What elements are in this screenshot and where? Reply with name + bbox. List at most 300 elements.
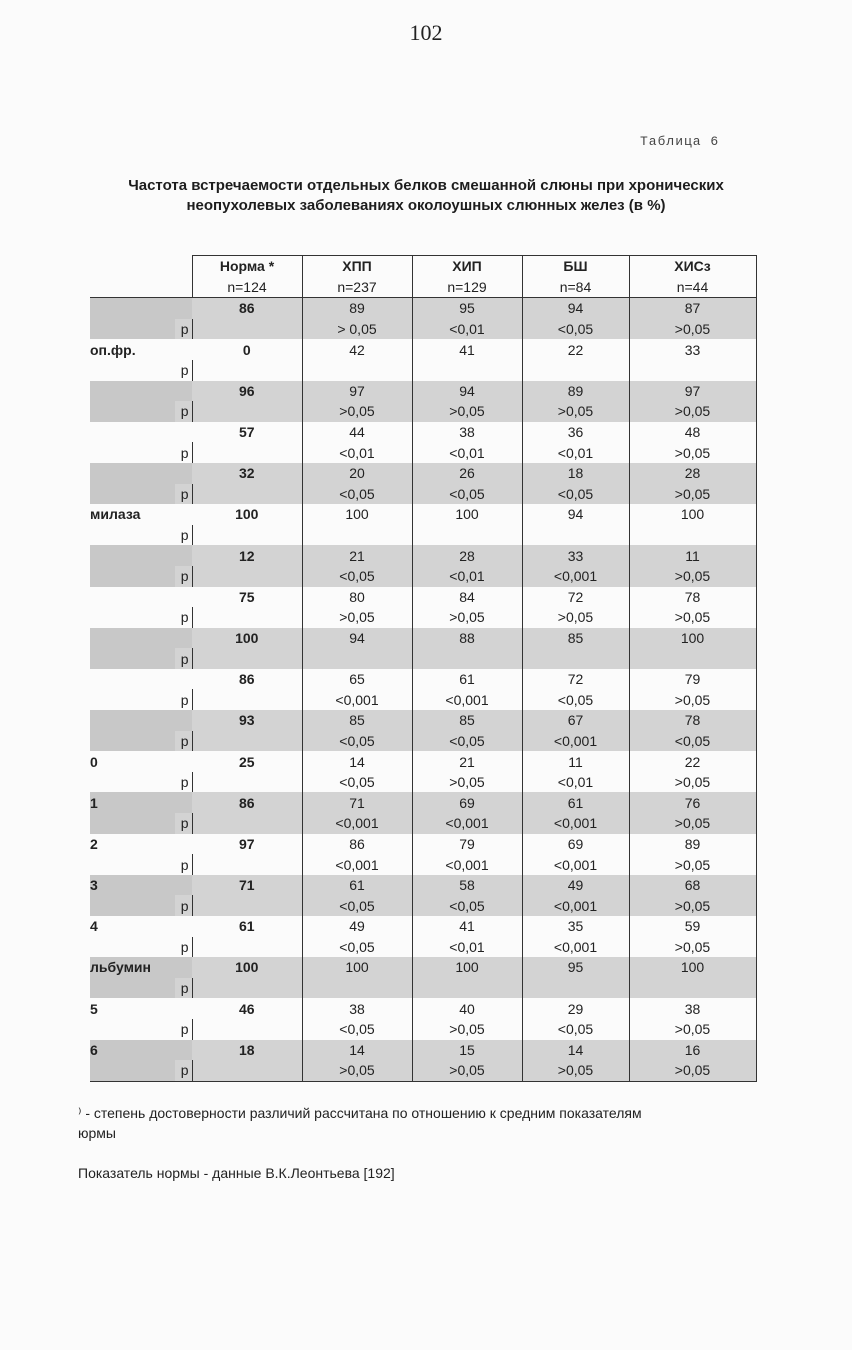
p-value-cell [522, 978, 629, 999]
p-value-cell [192, 895, 302, 916]
p-value-cell: <0,001 [522, 937, 629, 958]
p-value-cell: <0,05 [412, 895, 522, 916]
row-label-blank [90, 401, 175, 422]
footnote-norm-source: Показатель нормы - данные В.К.Леонтьева [192] [78, 1165, 395, 1181]
row-label-blank [90, 566, 175, 587]
row-label: 4 [90, 918, 98, 935]
value-cell: 86 [192, 669, 302, 690]
value-cell: 18 [522, 463, 629, 484]
p-value-cell: <0,05 [522, 484, 629, 505]
p-value-cell [192, 813, 302, 834]
table-row [90, 875, 756, 896]
value-cell: 68 [629, 875, 756, 896]
footnote-significance [78, 1103, 642, 1143]
p-value-cell: >0,05 [629, 854, 756, 875]
value-cell: 35 [522, 916, 629, 937]
value-cell: 96 [192, 381, 302, 402]
row-label: 2 [90, 835, 98, 852]
row-label-blank [90, 689, 175, 710]
table-row [90, 587, 756, 608]
p-label: p [175, 895, 192, 916]
value-cell: 95 [522, 957, 629, 978]
p-value-cell: > 0,05 [302, 319, 412, 340]
value-cell: 95 [412, 298, 522, 319]
row-label-blank [90, 607, 175, 628]
p-value-cell: <0,001 [522, 895, 629, 916]
p-value-cell [412, 525, 522, 546]
p-value-cell: >0,05 [302, 401, 412, 422]
table-row [90, 998, 756, 1019]
p-value-cell: <0,01 [412, 937, 522, 958]
value-cell: 61 [302, 875, 412, 896]
row-label: 1 [90, 792, 192, 813]
table-row-p [90, 319, 756, 340]
value-cell: 72 [522, 587, 629, 608]
p-value-cell: >0,05 [302, 607, 412, 628]
row-label [90, 628, 192, 649]
value-cell: 41 [412, 339, 522, 360]
row-label [90, 669, 192, 690]
value-cell: 21 [302, 545, 412, 566]
table-row-p [90, 689, 756, 710]
p-label: p [175, 1019, 192, 1040]
p-value-cell: <0,01 [522, 442, 629, 463]
value-cell: 100 [629, 628, 756, 649]
table-row-p [90, 401, 756, 422]
value-cell: 33 [522, 545, 629, 566]
value-cell: 85 [522, 628, 629, 649]
p-value-cell: <0,05 [302, 484, 412, 505]
table-title [60, 176, 792, 216]
column-header-name: Норма * [192, 256, 302, 277]
p-value-cell [192, 731, 302, 752]
value-cell: 49 [522, 875, 629, 896]
value-cell: 26 [412, 463, 522, 484]
p-value-cell [192, 401, 302, 422]
table-row-p [90, 1060, 756, 1081]
header-row-names [90, 256, 756, 277]
row-label-blank [90, 442, 175, 463]
p-value-cell [192, 319, 302, 340]
value-cell: 40 [412, 998, 522, 1019]
value-cell: 100 [192, 504, 302, 525]
p-label: p [175, 978, 192, 999]
row-label-blank [90, 813, 175, 834]
p-value-cell: <0,001 [522, 566, 629, 587]
value-cell: 28 [412, 545, 522, 566]
value-cell: 65 [302, 669, 412, 690]
p-value-cell: >0,05 [412, 401, 522, 422]
column-header-count: n=124 [192, 277, 302, 298]
row-label [90, 463, 192, 484]
table-row-p [90, 772, 756, 793]
value-cell: 69 [412, 792, 522, 813]
value-cell: 89 [629, 834, 756, 855]
value-cell: 0 [192, 339, 302, 360]
value-cell: 76 [629, 792, 756, 813]
value-cell: 22 [522, 339, 629, 360]
p-value-cell [192, 566, 302, 587]
row-label: льбумин [90, 957, 192, 978]
p-value-cell [192, 978, 302, 999]
value-cell: 86 [192, 792, 302, 813]
value-cell: 16 [629, 1040, 756, 1061]
p-value-cell: >0,05 [629, 1019, 756, 1040]
value-cell: 94 [522, 504, 629, 525]
p-label: p [175, 484, 192, 505]
p-value-cell: <0,05 [302, 772, 412, 793]
row-label-blank [90, 525, 175, 546]
value-cell: 49 [302, 916, 412, 937]
p-value-cell [192, 689, 302, 710]
value-cell: 100 [302, 957, 412, 978]
value-cell: 42 [302, 339, 412, 360]
p-label: p [175, 525, 192, 546]
value-cell: 88 [412, 628, 522, 649]
p-value-cell: >0,05 [412, 1019, 522, 1040]
data-table [90, 255, 757, 1082]
value-cell: 11 [629, 545, 756, 566]
value-cell: 80 [302, 587, 412, 608]
value-cell: 69 [522, 834, 629, 855]
row-label: оп.фр. [90, 341, 136, 358]
value-cell: 41 [412, 916, 522, 937]
p-label: p [175, 360, 192, 381]
value-cell: 97 [302, 381, 412, 402]
p-value-cell: <0,001 [522, 813, 629, 834]
column-header-count: n=44 [629, 277, 756, 298]
p-value-cell: >0,05 [629, 813, 756, 834]
table-row [90, 669, 756, 690]
title-line-1: Частота встречаемости отдельных белков смешанной слюны при хронических [128, 177, 724, 194]
table-row [90, 834, 756, 855]
value-cell: 86 [302, 834, 412, 855]
value-cell: 100 [412, 504, 522, 525]
value-cell: 58 [412, 875, 522, 896]
value-cell: 75 [192, 587, 302, 608]
table-row-p [90, 484, 756, 505]
row-label-blank [90, 937, 175, 958]
p-value-cell [412, 648, 522, 669]
row-label-blank [90, 319, 175, 340]
table-header [90, 256, 756, 298]
title-line-2: неопухолевых заболеваниях околоушных слюнных желез (в %) [186, 197, 666, 214]
table-row-p [90, 731, 756, 752]
value-cell: 100 [302, 504, 412, 525]
value-cell: 87 [629, 298, 756, 319]
table-row [90, 463, 756, 484]
table-row [90, 381, 756, 402]
p-value-cell: >0,05 [412, 1060, 522, 1081]
p-value-cell [302, 360, 412, 381]
value-cell: 85 [412, 710, 522, 731]
row-label [90, 710, 192, 731]
value-cell: 78 [629, 710, 756, 731]
p-value-cell [192, 772, 302, 793]
column-header-name: ХПП [302, 256, 412, 277]
p-value-cell: <0,01 [412, 442, 522, 463]
table-row-p [90, 566, 756, 587]
table-row-p [90, 854, 756, 875]
value-cell: 15 [412, 1040, 522, 1061]
p-value-cell [522, 360, 629, 381]
value-cell: 93 [192, 710, 302, 731]
row-label-blank [90, 484, 175, 505]
p-label: p [175, 1060, 192, 1081]
header-blank [90, 256, 192, 277]
column-header-count: n=237 [302, 277, 412, 298]
header-row-counts [90, 277, 756, 298]
value-cell: 48 [629, 422, 756, 443]
p-label: p [175, 854, 192, 875]
column-header-count: n=129 [412, 277, 522, 298]
row-label-blank [90, 360, 175, 381]
value-cell: 100 [412, 957, 522, 978]
value-cell: 61 [412, 669, 522, 690]
table-body [90, 298, 756, 1082]
p-value-cell: >0,05 [522, 607, 629, 628]
footnote-line-2: юрмы [78, 1125, 116, 1141]
value-cell: 72 [522, 669, 629, 690]
value-cell: 12 [192, 545, 302, 566]
p-value-cell: <0,001 [522, 731, 629, 752]
column-header-count: n=84 [522, 277, 629, 298]
table-row [90, 751, 756, 772]
column-header-name: БШ [522, 256, 629, 277]
p-label: p [175, 937, 192, 958]
p-value-cell: <0,05 [302, 937, 412, 958]
p-value-cell: <0,05 [522, 319, 629, 340]
row-label [90, 587, 192, 608]
value-cell: 84 [412, 587, 522, 608]
value-cell: 94 [522, 298, 629, 319]
p-label: p [175, 566, 192, 587]
value-cell: 61 [192, 916, 302, 937]
p-value-cell [192, 525, 302, 546]
table-row-p [90, 978, 756, 999]
p-value-cell [302, 525, 412, 546]
p-value-cell: >0,05 [629, 566, 756, 587]
table-row-p [90, 525, 756, 546]
p-value-cell [629, 648, 756, 669]
row-label-blank [90, 854, 175, 875]
value-cell: 86 [192, 298, 302, 319]
p-value-cell: <0,01 [522, 772, 629, 793]
p-value-cell: >0,05 [412, 607, 522, 628]
row-label-blank [90, 731, 175, 752]
page-number: 102 [409, 20, 443, 45]
p-value-cell: <0,05 [302, 895, 412, 916]
p-label: p [175, 648, 192, 669]
table-row-p [90, 607, 756, 628]
value-cell: 94 [412, 381, 522, 402]
row-label-blank [90, 648, 175, 669]
value-cell: 89 [302, 298, 412, 319]
row-label-blank [90, 895, 175, 916]
p-value-cell [192, 442, 302, 463]
p-value-cell: <0,05 [522, 1019, 629, 1040]
row-label-blank [90, 1060, 175, 1081]
p-label: p [175, 442, 192, 463]
value-cell: 100 [629, 504, 756, 525]
p-value-cell [192, 937, 302, 958]
p-label: p [175, 689, 192, 710]
p-value-cell: >0,05 [629, 937, 756, 958]
value-cell: 11 [522, 751, 629, 772]
row-label [90, 545, 192, 566]
value-cell: 25 [192, 751, 302, 772]
table-row [90, 710, 756, 731]
p-value-cell: >0,05 [522, 401, 629, 422]
value-cell: 79 [629, 669, 756, 690]
value-cell: 85 [302, 710, 412, 731]
table-row-p [90, 442, 756, 463]
table-row [90, 504, 756, 525]
value-cell: 14 [302, 1040, 412, 1061]
value-cell: 44 [302, 422, 412, 443]
p-value-cell [192, 648, 302, 669]
value-cell: 22 [629, 751, 756, 772]
table-row [90, 422, 756, 443]
p-label: p [175, 607, 192, 628]
row-label [90, 422, 192, 443]
value-cell: 33 [629, 339, 756, 360]
value-cell: 97 [629, 381, 756, 402]
table-row-p [90, 360, 756, 381]
p-value-cell: >0,05 [629, 442, 756, 463]
p-value-cell [192, 854, 302, 875]
value-cell: 61 [522, 792, 629, 813]
value-cell: 32 [192, 463, 302, 484]
p-label: p [175, 319, 192, 340]
p-value-cell: >0,05 [629, 401, 756, 422]
value-cell: 14 [522, 1040, 629, 1061]
p-value-cell: <0,05 [522, 689, 629, 710]
p-value-cell: <0,001 [412, 854, 522, 875]
p-value-cell [302, 978, 412, 999]
p-value-cell: <0,01 [412, 566, 522, 587]
value-cell: 14 [302, 751, 412, 772]
p-value-cell: <0,01 [302, 442, 412, 463]
p-value-cell: <0,05 [302, 731, 412, 752]
value-cell: 100 [192, 957, 302, 978]
p-value-cell [192, 607, 302, 628]
table-row-p [90, 813, 756, 834]
value-cell: 38 [412, 422, 522, 443]
row-label [90, 381, 192, 402]
table-row [90, 339, 756, 360]
column-header-name: ХИСз [629, 256, 756, 277]
p-value-cell [629, 978, 756, 999]
value-cell: 100 [192, 628, 302, 649]
p-value-cell: >0,05 [629, 772, 756, 793]
table-row [90, 1040, 756, 1061]
table-row-p [90, 648, 756, 669]
table-row [90, 545, 756, 566]
value-cell: 46 [192, 998, 302, 1019]
value-cell: 71 [192, 875, 302, 896]
row-label-blank [90, 978, 175, 999]
table-row-p [90, 895, 756, 916]
p-value-cell: >0,05 [302, 1060, 412, 1081]
p-value-cell [412, 978, 522, 999]
p-value-cell: <0,001 [302, 854, 412, 875]
p-label: p [175, 772, 192, 793]
p-value-cell: >0,05 [629, 895, 756, 916]
table-row [90, 298, 756, 319]
footnote-line-1: ⁾ - степень достоверности различий рассчитана по отношению к средним показателям [78, 1105, 642, 1121]
value-cell: 18 [192, 1040, 302, 1061]
value-cell: 29 [522, 998, 629, 1019]
p-value-cell [522, 525, 629, 546]
row-label: 0 [90, 753, 98, 770]
table-label: Таблица 6 [640, 134, 720, 149]
p-value-cell [412, 360, 522, 381]
value-cell: 21 [412, 751, 522, 772]
header-blank [90, 277, 192, 298]
table-row-p [90, 937, 756, 958]
p-value-cell: >0,05 [522, 1060, 629, 1081]
p-value-cell: >0,05 [629, 1060, 756, 1081]
p-value-cell: >0,05 [629, 689, 756, 710]
value-cell: 20 [302, 463, 412, 484]
p-value-cell [192, 484, 302, 505]
row-label: милаза [90, 506, 141, 523]
value-cell: 71 [302, 792, 412, 813]
p-value-cell: <0,001 [412, 689, 522, 710]
p-value-cell: <0,05 [302, 566, 412, 587]
p-value-cell [629, 525, 756, 546]
p-value-cell: <0,001 [412, 813, 522, 834]
value-cell: 36 [522, 422, 629, 443]
p-value-cell [629, 360, 756, 381]
table-row [90, 792, 756, 813]
value-cell: 57 [192, 422, 302, 443]
p-value-cell [192, 1060, 302, 1081]
p-value-cell: >0,05 [629, 607, 756, 628]
p-value-cell: >0,05 [629, 319, 756, 340]
value-cell: 97 [192, 834, 302, 855]
p-label: p [175, 731, 192, 752]
p-value-cell [302, 648, 412, 669]
p-value-cell: <0,001 [302, 813, 412, 834]
p-label: p [175, 813, 192, 834]
table-row [90, 628, 756, 649]
value-cell: 94 [302, 628, 412, 649]
p-value-cell: <0,05 [629, 731, 756, 752]
p-value-cell [192, 360, 302, 381]
value-cell: 59 [629, 916, 756, 937]
p-value-cell: >0,05 [412, 772, 522, 793]
p-value-cell: >0,05 [629, 484, 756, 505]
table-row [90, 957, 756, 978]
p-value-cell: <0,05 [412, 731, 522, 752]
p-value-cell: <0,05 [412, 484, 522, 505]
value-cell: 79 [412, 834, 522, 855]
row-label: 3 [90, 875, 192, 896]
p-label: p [175, 401, 192, 422]
value-cell: 38 [302, 998, 412, 1019]
table-row [90, 916, 756, 937]
p-value-cell: <0,05 [302, 1019, 412, 1040]
row-label-blank [90, 1019, 175, 1040]
value-cell: 100 [629, 957, 756, 978]
row-label [90, 298, 192, 319]
p-value-cell: <0,01 [412, 319, 522, 340]
p-value-cell [192, 1019, 302, 1040]
column-header-name: ХИП [412, 256, 522, 277]
value-cell: 89 [522, 381, 629, 402]
